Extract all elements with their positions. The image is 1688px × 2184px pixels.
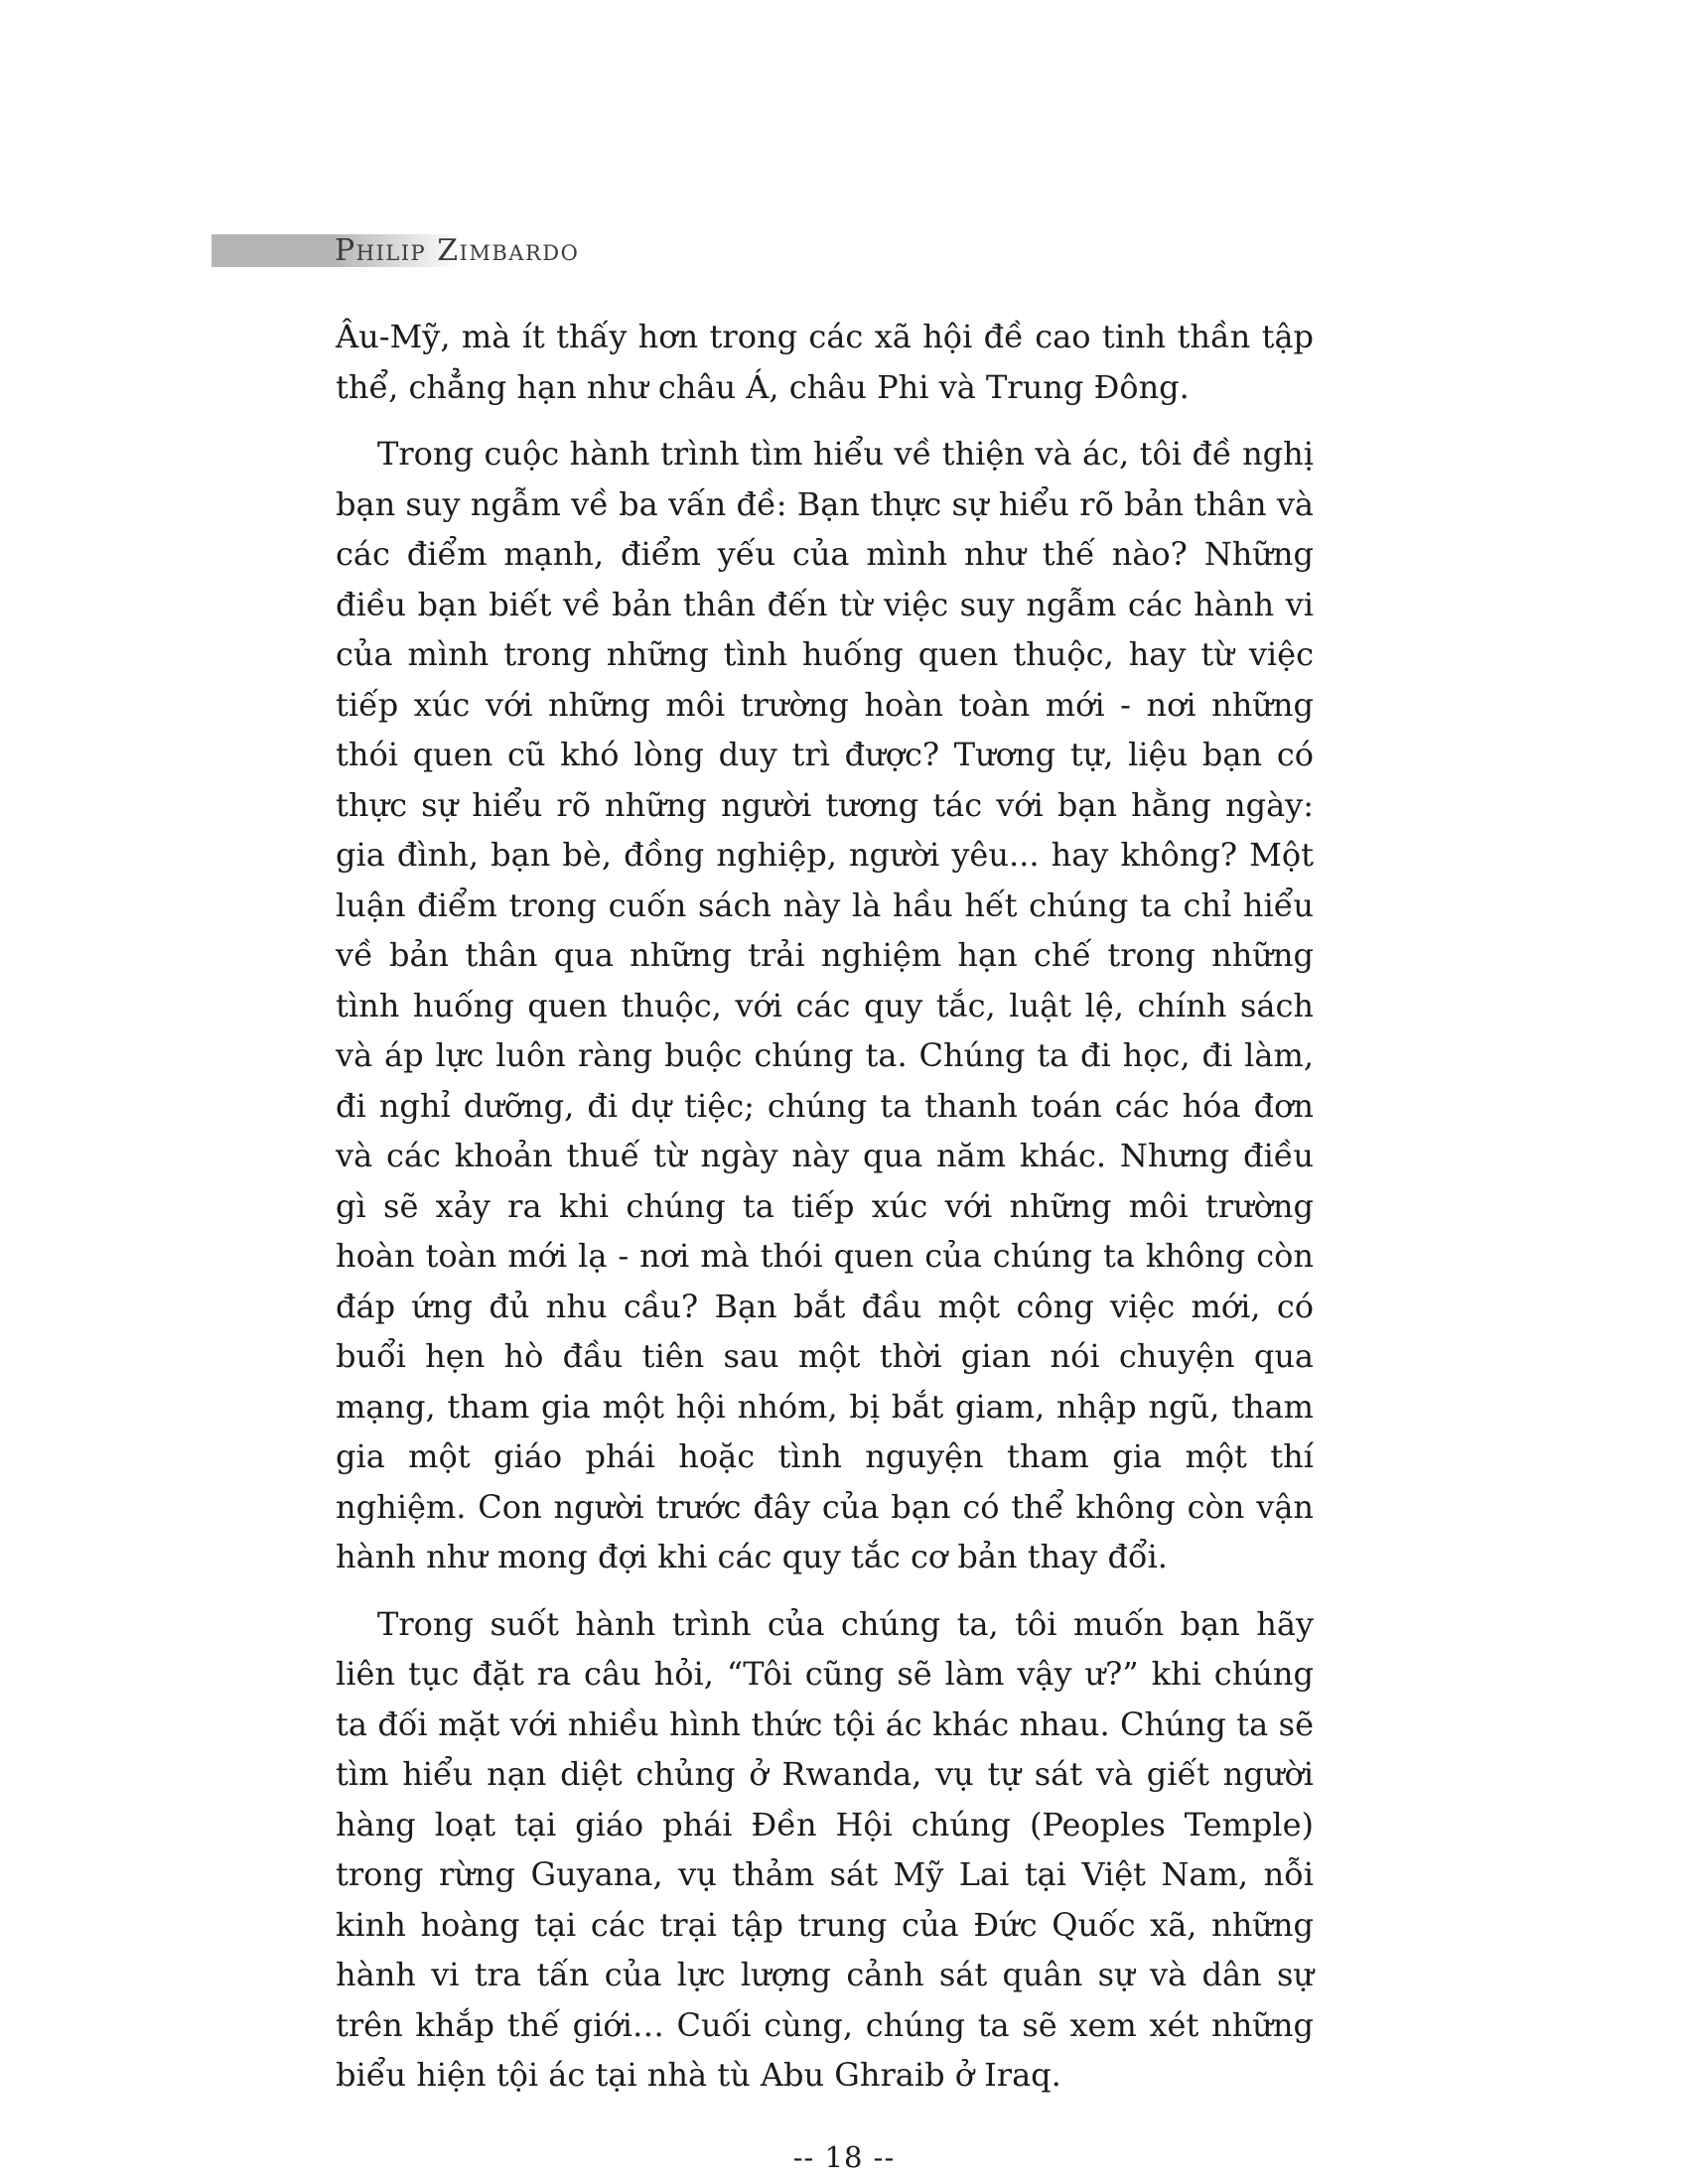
body-text <box>336 312 1314 2101</box>
page-number: -- 18 -- <box>792 2139 896 2174</box>
running-head-author: Philip Zimbardo <box>335 233 580 268</box>
paragraph-would-i-too: Trong suốt hành trình của chúng ta, tôi muốn bạn hãy liên tục đặt ra câu hỏi, “Tôi cũng sẽ làm vậy ư?” khi chúng ta đối mặt với nhiều hình thức tội ác khác nhau. Chúng ta sẽ tìm hiểu nạn diệt chủng ở Rwanda, vụ tự sát và giết người hàng loạt tại giáo phái Đền Hội chúng (Peoples Temple) trong rừng Guyana, vụ thảm sát Mỹ Lai tại Việt Nam, nỗi kinh hoàng tại các trại tập trung của Đức Quốc xã, những hành vi tra tấn của lực lượng cảnh sát quân sự và dân sự trên khắp thế giới… Cuối cùng, chúng ta sẽ xem xét những biểu hiện tội ác tại nhà tù Abu Ghraib ở Iraq. <box>336 1604 1314 2094</box>
paragraph-journey: Trong cuộc hành trình tìm hiểu về thiện và ác, tôi đề nghị bạn suy ngẫm về ba vấn đề: Bạn thực sự hiểu rõ bản thân và các điểm mạnh, điểm yếu của mình như thế nào? Những điều bạn biết về bản thân đến từ việc suy ngẫm các hành vi của mình trong những tình huống quen thuộc, hay từ việc tiếp xúc với những môi trường hoàn toàn mới - nơi những thói quen cũ khó lòng duy trì được? Tương tự, liệu bạn có thực sự hiểu rõ những người tương tác với bạn hằng ngày: gia đình, bạn bè, đồng nghiệp, người yêu... hay không? Một luận điểm trong cuốn sách này là hầu hết chúng ta chỉ hiểu về bản thân qua những trải nghiệm hạn chế trong những tình huống quen thuộc, với các quy tắc, luật lệ, chính sách và áp lực luôn ràng buộc chúng ta. Chúng ta đi học, đi làm, đi nghỉ dưỡng, đi dự tiệc; chúng ta thanh toán các hóa đơn và các khoản thuế từ ngày này qua năm khác. Nhưng điều gì sẽ xảy ra khi chúng ta tiếp xúc với những môi trường hoàn toàn mới lạ - nơi mà thói quen của chúng ta không còn đáp ứng đủ nhu cầu? Bạn bắt đầu một công việc mới, có buổi hẹn hò đầu tiên sau một thời gian nói chuyện qua mạng, tham gia một hội nhóm, bị bắt giam, nhập ngũ, tham gia một giáo phái hoặc tình nguyện tham gia một thí nghiệm. Con người trước đây của bạn có thể không còn vận hành như mong đợi khi các quy tắc cơ bản thay đổi. <box>336 435 1314 1575</box>
running-head-bar <box>211 233 580 268</box>
paragraph-continuation: Âu-Mỹ, mà ít thấy hơn trong các xã hội đề cao tinh thần tập thể, chẳng hạn như châu Á, châu Phi và Trung Đông. <box>336 318 1314 406</box>
